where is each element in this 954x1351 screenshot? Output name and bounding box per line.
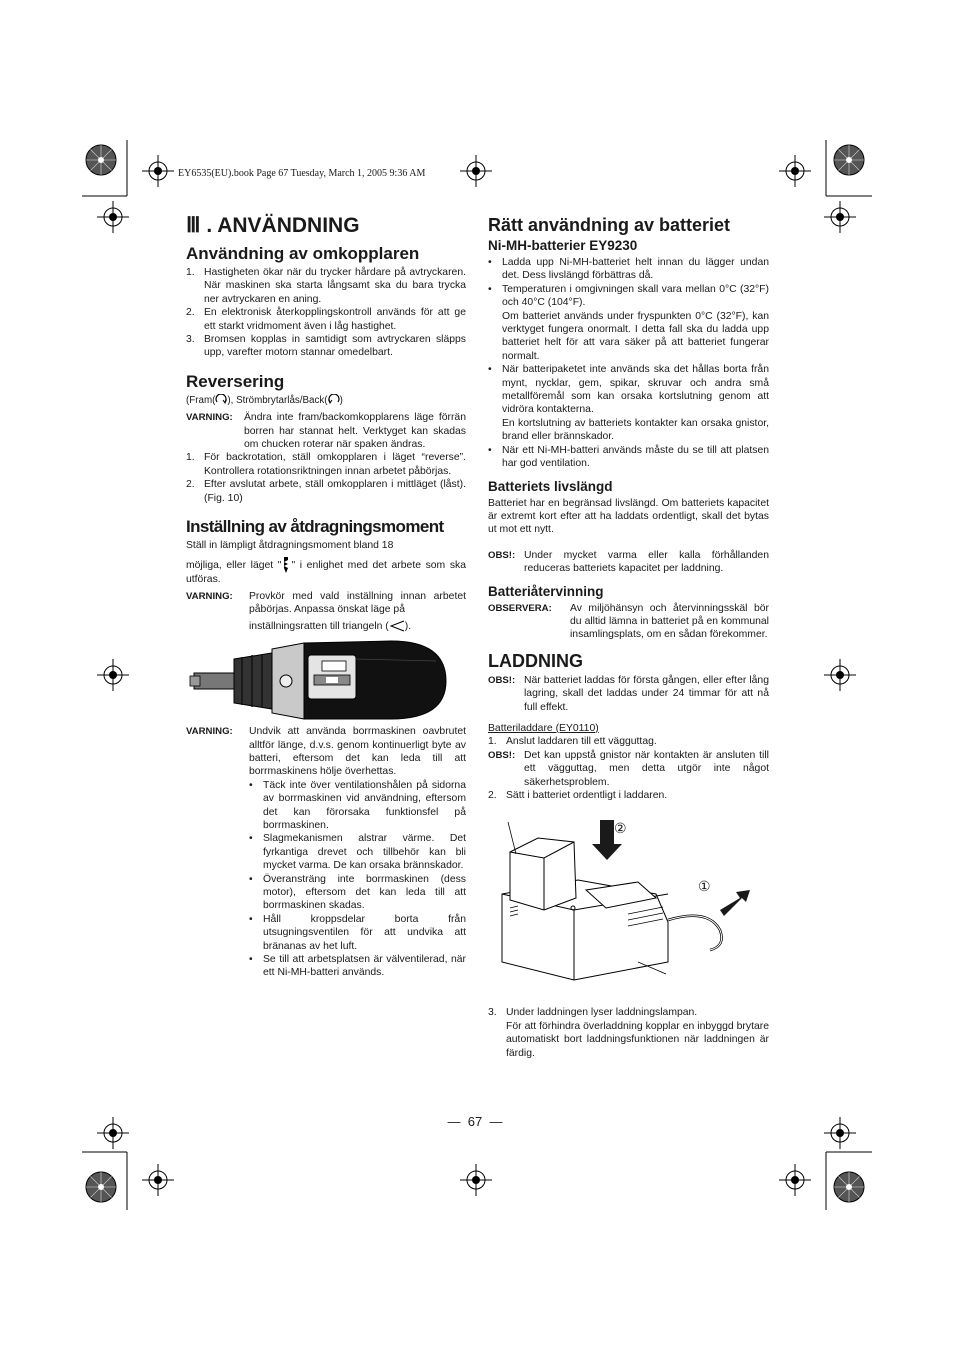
section-reverse-heading: Reversering	[186, 371, 285, 391]
list-item: 2. En elektronisk återkopplingskontroll används för att ge ett starkt vridmoment även i låg hastighet.	[186, 307, 466, 332]
list-item: 2. Sätt i batteriet ordentligt i laddaren.	[488, 790, 668, 801]
list-item: • När batteripaketet inte används ska det hållas borta från mynt, nycklar, gem, spikar, skruvar och andra små metallföremål som kan orsaka kortslutning genom att vidröra kontakterna. En kortslutning av batteriets kontakter kan orsaka gnistor, brand eller brännskador.	[488, 364, 769, 443]
list-item: 1. Anslut laddaren till ett vägguttag.	[488, 736, 657, 748]
battery-subheading: Ni-MH-batterier EY9230	[488, 238, 638, 253]
section-switch-heading: Användning av omkopplaren	[186, 244, 420, 263]
charging-heading: LADDNING	[488, 650, 583, 671]
direction-legend: (Fram( ), Strömbrytarlås/Back( )	[186, 394, 343, 406]
charger-figure	[488, 812, 769, 1006]
list-item: • Slagmekanismen alstrar värme. Det fyrkantiga drevet och tillbehör kan bli mycket varma. De kan orsaka brännskador.	[249, 833, 466, 872]
charger-model: Batteriladdare (EY0110)	[488, 722, 599, 734]
list-item: 3. Under laddningen lyser laddningslampan.	[488, 1007, 698, 1019]
left-column	[186, 214, 466, 980]
page-number: — 67 —	[447, 1114, 503, 1129]
charging-obs: OBS!: När batteriet laddas för första gången, eller efter lång lagring, skall det laddas under 24 timmar för att nå full effekt.	[488, 674, 769, 713]
list-item: • Ladda upp Ni-MH-batteriet helt innan du lägger undan det. Dess livslängd förbättras då.	[488, 257, 769, 282]
recycling-heading: Batteriåtervinning	[488, 583, 604, 599]
right-column	[488, 214, 769, 1060]
spark-obs: OBS!: Det kan uppstå gnistor när kontakten är ansluten till ett vägguttag, men detta utgör inte något säkerhetsproblem.	[488, 749, 769, 788]
battery-life-heading: Batteriets livslängd	[488, 478, 613, 494]
list-item: • Överansträng inte borrmaskinen (dess motor), eftersom det kan leda till att borrmaskinen skadas.	[249, 873, 466, 912]
warning-overheat: VARNING: Undvik att använda borrmaskinen oavbrutet alltför länge, d.v.s. genom kontinuerligt byte av batteri, eftersom det kan leda till att borrmaskinens hölje överhettas.	[186, 726, 466, 778]
torque-text-2: möjliga, eller läget " " i enlighet med det arbete som ska utföras.	[186, 557, 466, 586]
battery-life-text: Batteriet har en begränsad livslängd. Om batteriets kapacitet är extremt kort efter att ha laddats ordentligt, skall det bytas ut mot ett nytt.	[488, 497, 769, 536]
list-item: 2. Efter avslutat arbete, ställ omkopplaren i mittläget (låst). (Fig. 10)	[186, 479, 466, 504]
recycling-note: OBSERVERA: Av miljöhänsyn och återvinningsskäl bör du alltid lämna in batteriet på en kommunal insamlingsplats, om en sådan förekommer.	[488, 602, 769, 641]
list-item: 3. Bromsen kopplas in samtidigt som avtryckaren släpps upp, varefter motorn stannar omedelbart.	[186, 334, 466, 359]
warning-reverse: VARNING: Ändra inte fram/backomkopplarens läge förrän borren har stannat helt. Verktyget kan skadas om chucken roterar när spaken ändras.	[186, 412, 466, 451]
warning-torque-cont: inställningsratten till triangeln ( ).	[249, 620, 412, 632]
torque-text: Ställ in lämpligt åtdragningsmoment bland 18	[186, 540, 394, 552]
chapter-title: Ⅲ . ANVÄNDNING	[186, 214, 360, 237]
list-item: 1. Hastigheten ökar när du trycker hårdare på avtryckaren. När maskinen ska starta långsamt ska du bara trycka ner avtryckaren en aning.	[186, 267, 466, 305]
figure-label-2: ②	[614, 820, 627, 837]
section-battery-heading: Rätt användning av batteriet	[488, 215, 731, 235]
drill-mode-icon	[281, 557, 291, 573]
list-item: • Temperaturen i omgivningen skall vara mellan 0°C (32°F) och 40°C (104°F). Om batteriet används under fryspunkten 0°C (32°F), kan verktyget fungera onormalt. I detta fall ska du ladda upp batteriet helt för att vara säker på att batteriet fungerar normalt.	[488, 283, 769, 362]
rotate-forward-icon	[215, 394, 227, 406]
list-item: • Täck inte över ventilationshålen på sidorna av borrmaskinen vid användning, eftersom det kan förorsaka funktionsfel på borrmaskinen.	[249, 779, 466, 831]
warning-torque: VARNING: Provkör med vald inställning innan arbetet påbörjas. Anpassa önskat läge på	[186, 590, 466, 616]
list-item: 1. För backrotation, ställ omkopplaren i läget “reverse”. Kontrollera rotationsriktningen innan arbetet påbörjas.	[186, 452, 466, 477]
list-item: • När ett Ni-MH-batteri används måste du se till att platsen har god ventilation.	[488, 444, 769, 470]
section-torque-heading: Inställning av åtdragningsmoment	[186, 517, 444, 537]
impact-driver-figure	[186, 639, 466, 721]
list-item: • Se till att arbetsplatsen är välventilerad, när ett Ni-MH-batteri används.	[249, 954, 466, 979]
triangle-icon	[389, 620, 405, 632]
obs-note: OBS!: Under mycket varma eller kalla förhållanden reduceras batteriets kapacitet per laddning.	[488, 549, 769, 575]
book-header: EY6535(EU).book Page 67 Tuesday, March 1, 2005 9:36 AM	[178, 168, 426, 179]
rotate-reverse-icon	[328, 394, 340, 406]
list-item: • Håll kroppsdelar borta från utsugningsventilen för att undvika att bränanas av het luft.	[249, 913, 466, 952]
charging-info: För att förhindra överladdning kopplar en inbyggd brytare automatiskt bort laddningsfunktionen när laddningen är färdig.	[506, 1020, 769, 1059]
figure-label-1: ①	[698, 878, 711, 895]
